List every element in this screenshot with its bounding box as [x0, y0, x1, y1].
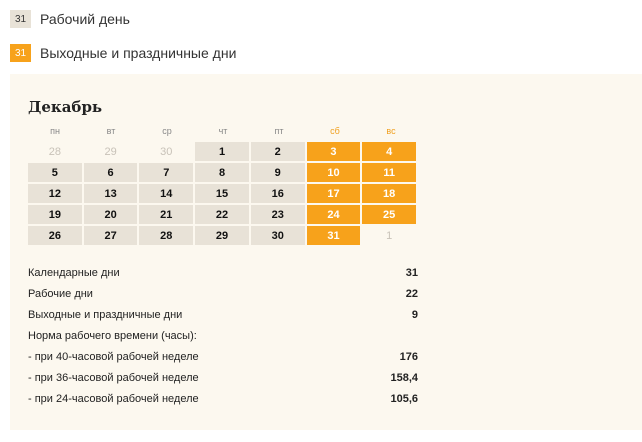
- calendar-day[interactable]: 13: [84, 184, 138, 203]
- calendar-day[interactable]: 7: [139, 163, 193, 182]
- calendar-week: [28, 142, 418, 161]
- weekday-label: вт: [106, 126, 116, 136]
- calendar-day[interactable]: 27: [84, 226, 138, 245]
- weekday-label: пн: [50, 126, 60, 136]
- weekday-label: ср: [162, 126, 172, 136]
- calendar-day[interactable]: 4: [362, 142, 416, 161]
- calendar-grid: [28, 142, 418, 247]
- calendar-day[interactable]: 1: [195, 142, 249, 161]
- legend-offday: [10, 44, 236, 62]
- calendar-day[interactable]: 6: [84, 163, 138, 182]
- stat-hours-24: [28, 388, 418, 409]
- calendar-day[interactable]: 23: [251, 205, 305, 224]
- stat-hours-36: [28, 367, 418, 388]
- legend-offday-label: Выходные и праздничные дни: [40, 45, 237, 61]
- calendar-day[interactable]: 16: [251, 184, 305, 203]
- stat-value: 31: [405, 266, 418, 279]
- calendar-week: [28, 163, 418, 182]
- calendar-day[interactable]: 12: [28, 184, 82, 203]
- stat-hours-heading: [28, 325, 418, 346]
- calendar-day[interactable]: 17: [307, 184, 361, 203]
- weekday-label: чт: [218, 126, 228, 136]
- calendar-day[interactable]: 24: [307, 205, 361, 224]
- stat-hours-40: [28, 346, 418, 367]
- stat-label: Рабочие дни: [28, 287, 93, 300]
- calendar-day[interactable]: 5: [28, 163, 82, 182]
- calendar-day[interactable]: 2: [251, 142, 305, 161]
- calendar-day[interactable]: 9: [251, 163, 305, 182]
- calendar-day[interactable]: 30: [251, 226, 305, 245]
- calendar-week: [28, 205, 418, 224]
- legend-workday: [10, 10, 130, 28]
- stat-label: - при 36-часовой рабочей неделе: [28, 371, 199, 384]
- weekday-label: пт: [274, 126, 284, 136]
- stat-value: 105,6: [390, 392, 418, 405]
- calendar-day[interactable]: 20: [84, 205, 138, 224]
- calendar-day: 1: [386, 229, 393, 242]
- calendar-day[interactable]: 28: [139, 226, 193, 245]
- month-stats: [28, 262, 418, 409]
- calendar-week: [28, 184, 418, 203]
- calendar-day[interactable]: 15: [195, 184, 249, 203]
- calendar-day[interactable]: 29: [195, 226, 249, 245]
- calendar-day[interactable]: 31: [307, 226, 361, 245]
- weekday-header: [28, 126, 420, 136]
- calendar-day[interactable]: 10: [307, 163, 361, 182]
- calendar-day: 28: [48, 145, 61, 158]
- calendar-day: 29: [104, 145, 117, 158]
- stat-label: - при 24-часовой рабочей неделе: [28, 392, 199, 405]
- month-title: Декабрь: [28, 98, 103, 116]
- stat-value: 9: [411, 308, 418, 321]
- month-panel: [10, 74, 642, 430]
- stat-calendar-days: [28, 262, 418, 283]
- stat-value: 22: [405, 287, 418, 300]
- calendar-day[interactable]: 22: [195, 205, 249, 224]
- stat-label: Календарные дни: [28, 266, 120, 279]
- stat-label: - при 40-часовой рабочей неделе: [28, 350, 199, 363]
- calendar-day[interactable]: 8: [195, 163, 249, 182]
- calendar-day[interactable]: 19: [28, 205, 82, 224]
- legend-workday-label: Рабочий день: [40, 11, 130, 27]
- stat-value: 158,4: [390, 371, 418, 384]
- stat-value: 176: [399, 350, 418, 363]
- calendar-day[interactable]: 21: [139, 205, 193, 224]
- calendar-day[interactable]: 3: [307, 142, 361, 161]
- weekday-label-weekend: вс: [386, 126, 396, 136]
- calendar-day[interactable]: 14: [139, 184, 193, 203]
- weekday-label-weekend: сб: [330, 126, 340, 136]
- stat-label: Норма рабочего времени (часы):: [28, 329, 197, 342]
- calendar-day: 30: [160, 145, 173, 158]
- calendar-day[interactable]: 25: [362, 205, 416, 224]
- stat-working-days: [28, 283, 418, 304]
- calendar-week: [28, 226, 418, 245]
- calendar-day[interactable]: 18: [362, 184, 416, 203]
- calendar-day[interactable]: 11: [362, 163, 416, 182]
- calendar-day[interactable]: 26: [28, 226, 82, 245]
- legend-offday-swatch: 31: [10, 44, 31, 62]
- legend-workday-swatch: 31: [10, 10, 31, 28]
- stat-off-days: [28, 304, 418, 325]
- stat-label: Выходные и праздничные дни: [28, 308, 183, 321]
